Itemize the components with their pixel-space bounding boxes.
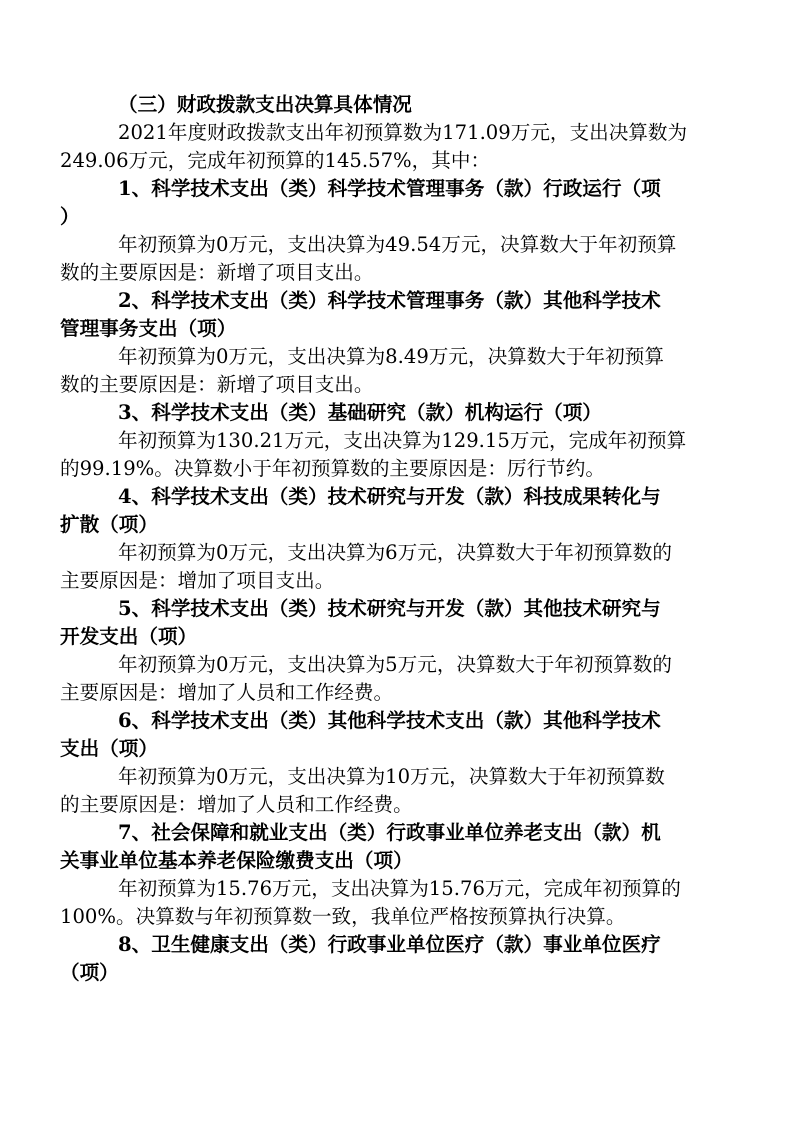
body-text-line: 年初预算为130.21万元，支出决算为129.15万元，完成年初预算 bbox=[118, 429, 687, 452]
body-text-line: 的99.19%。决算数小于年初预算数的主要原因是：厉行节约。 bbox=[60, 457, 605, 480]
section-heading-line: （三）财政拨款支出决算具体情况 bbox=[118, 93, 412, 116]
body-text-line: 249.06万元，完成年初预算的145.57%，其中： bbox=[60, 149, 491, 172]
body-text-line: 2021年度财政拨款支出年初预算数为171.09万元，支出决算数为 bbox=[118, 121, 688, 144]
section-heading-line: 开发支出（项） bbox=[60, 625, 198, 648]
section-heading-line: 管理事务支出（项） bbox=[60, 317, 237, 340]
body-text-line: 数的主要原因是：新增了项目支出。 bbox=[60, 373, 374, 396]
section-heading-line: 4、科学技术支出（类）技术研究与开发（款）科技成果转化与 bbox=[118, 485, 661, 508]
section-heading-line: 7、社会保障和就业支出（类）行政事业单位养老支出（款）机 bbox=[118, 821, 661, 844]
body-text-line: 主要原因是：增加了项目支出。 bbox=[60, 569, 335, 592]
section-heading-line: 6、科学技术支出（类）其他科学技术支出（款）其他科学技术 bbox=[118, 709, 661, 732]
section-heading-line: 5、科学技术支出（类）技术研究与开发（款）其他技术研究与 bbox=[118, 597, 661, 620]
body-text-line: 的主要原因是：增加了人员和工作经费。 bbox=[60, 793, 413, 816]
section-heading-line: 2、科学技术支出（类）科学技术管理事务（款）其他科学技术 bbox=[118, 289, 661, 312]
body-text-line: 年初预算为0万元，支出决算为6万元，决算数大于年初预算数的 bbox=[118, 541, 672, 564]
section-heading-line: 1、科学技术支出（类）科学技术管理事务（款）行政运行（项 bbox=[118, 177, 661, 200]
body-text-line: 100%。决算数与年初预算数一致，我单位严格按预算执行决算。 bbox=[60, 905, 626, 928]
body-text-line: 年初预算为0万元，支出决算为49.54万元，决算数大于年初预算 bbox=[118, 233, 677, 256]
section-heading-line: （项） bbox=[60, 961, 119, 984]
section-heading-line: 3、科学技术支出（类）基础研究（款）机构运行（项） bbox=[118, 401, 602, 424]
body-text-line: 年初预算为15.76万元，支出决算为15.76万元，完成年初预算的 bbox=[118, 877, 681, 900]
section-heading-line: 扩散（项） bbox=[60, 513, 158, 536]
body-text-line: 年初预算为0万元，支出决算为5万元，决算数大于年初预算数的 bbox=[118, 653, 672, 676]
section-heading-line: 支出（项） bbox=[60, 737, 158, 760]
body-text-line: 数的主要原因是：新增了项目支出。 bbox=[60, 261, 374, 284]
body-text-line: 年初预算为0万元，支出决算为10万元，决算数大于年初预算数 bbox=[118, 765, 665, 788]
body-text-line: 主要原因是：增加了人员和工作经费。 bbox=[60, 681, 394, 704]
section-heading-line: 关事业单位基本养老保险缴费支出（项） bbox=[60, 849, 413, 872]
section-heading-line: 8、卫生健康支出（类）行政事业单位医疗（款）事业单位医疗 bbox=[118, 933, 661, 956]
document-page bbox=[60, 91, 715, 987]
section-heading-line: ） bbox=[60, 205, 80, 228]
body-text-line: 年初预算为0万元，支出决算为8.49万元，决算数大于年初预算 bbox=[118, 345, 664, 368]
